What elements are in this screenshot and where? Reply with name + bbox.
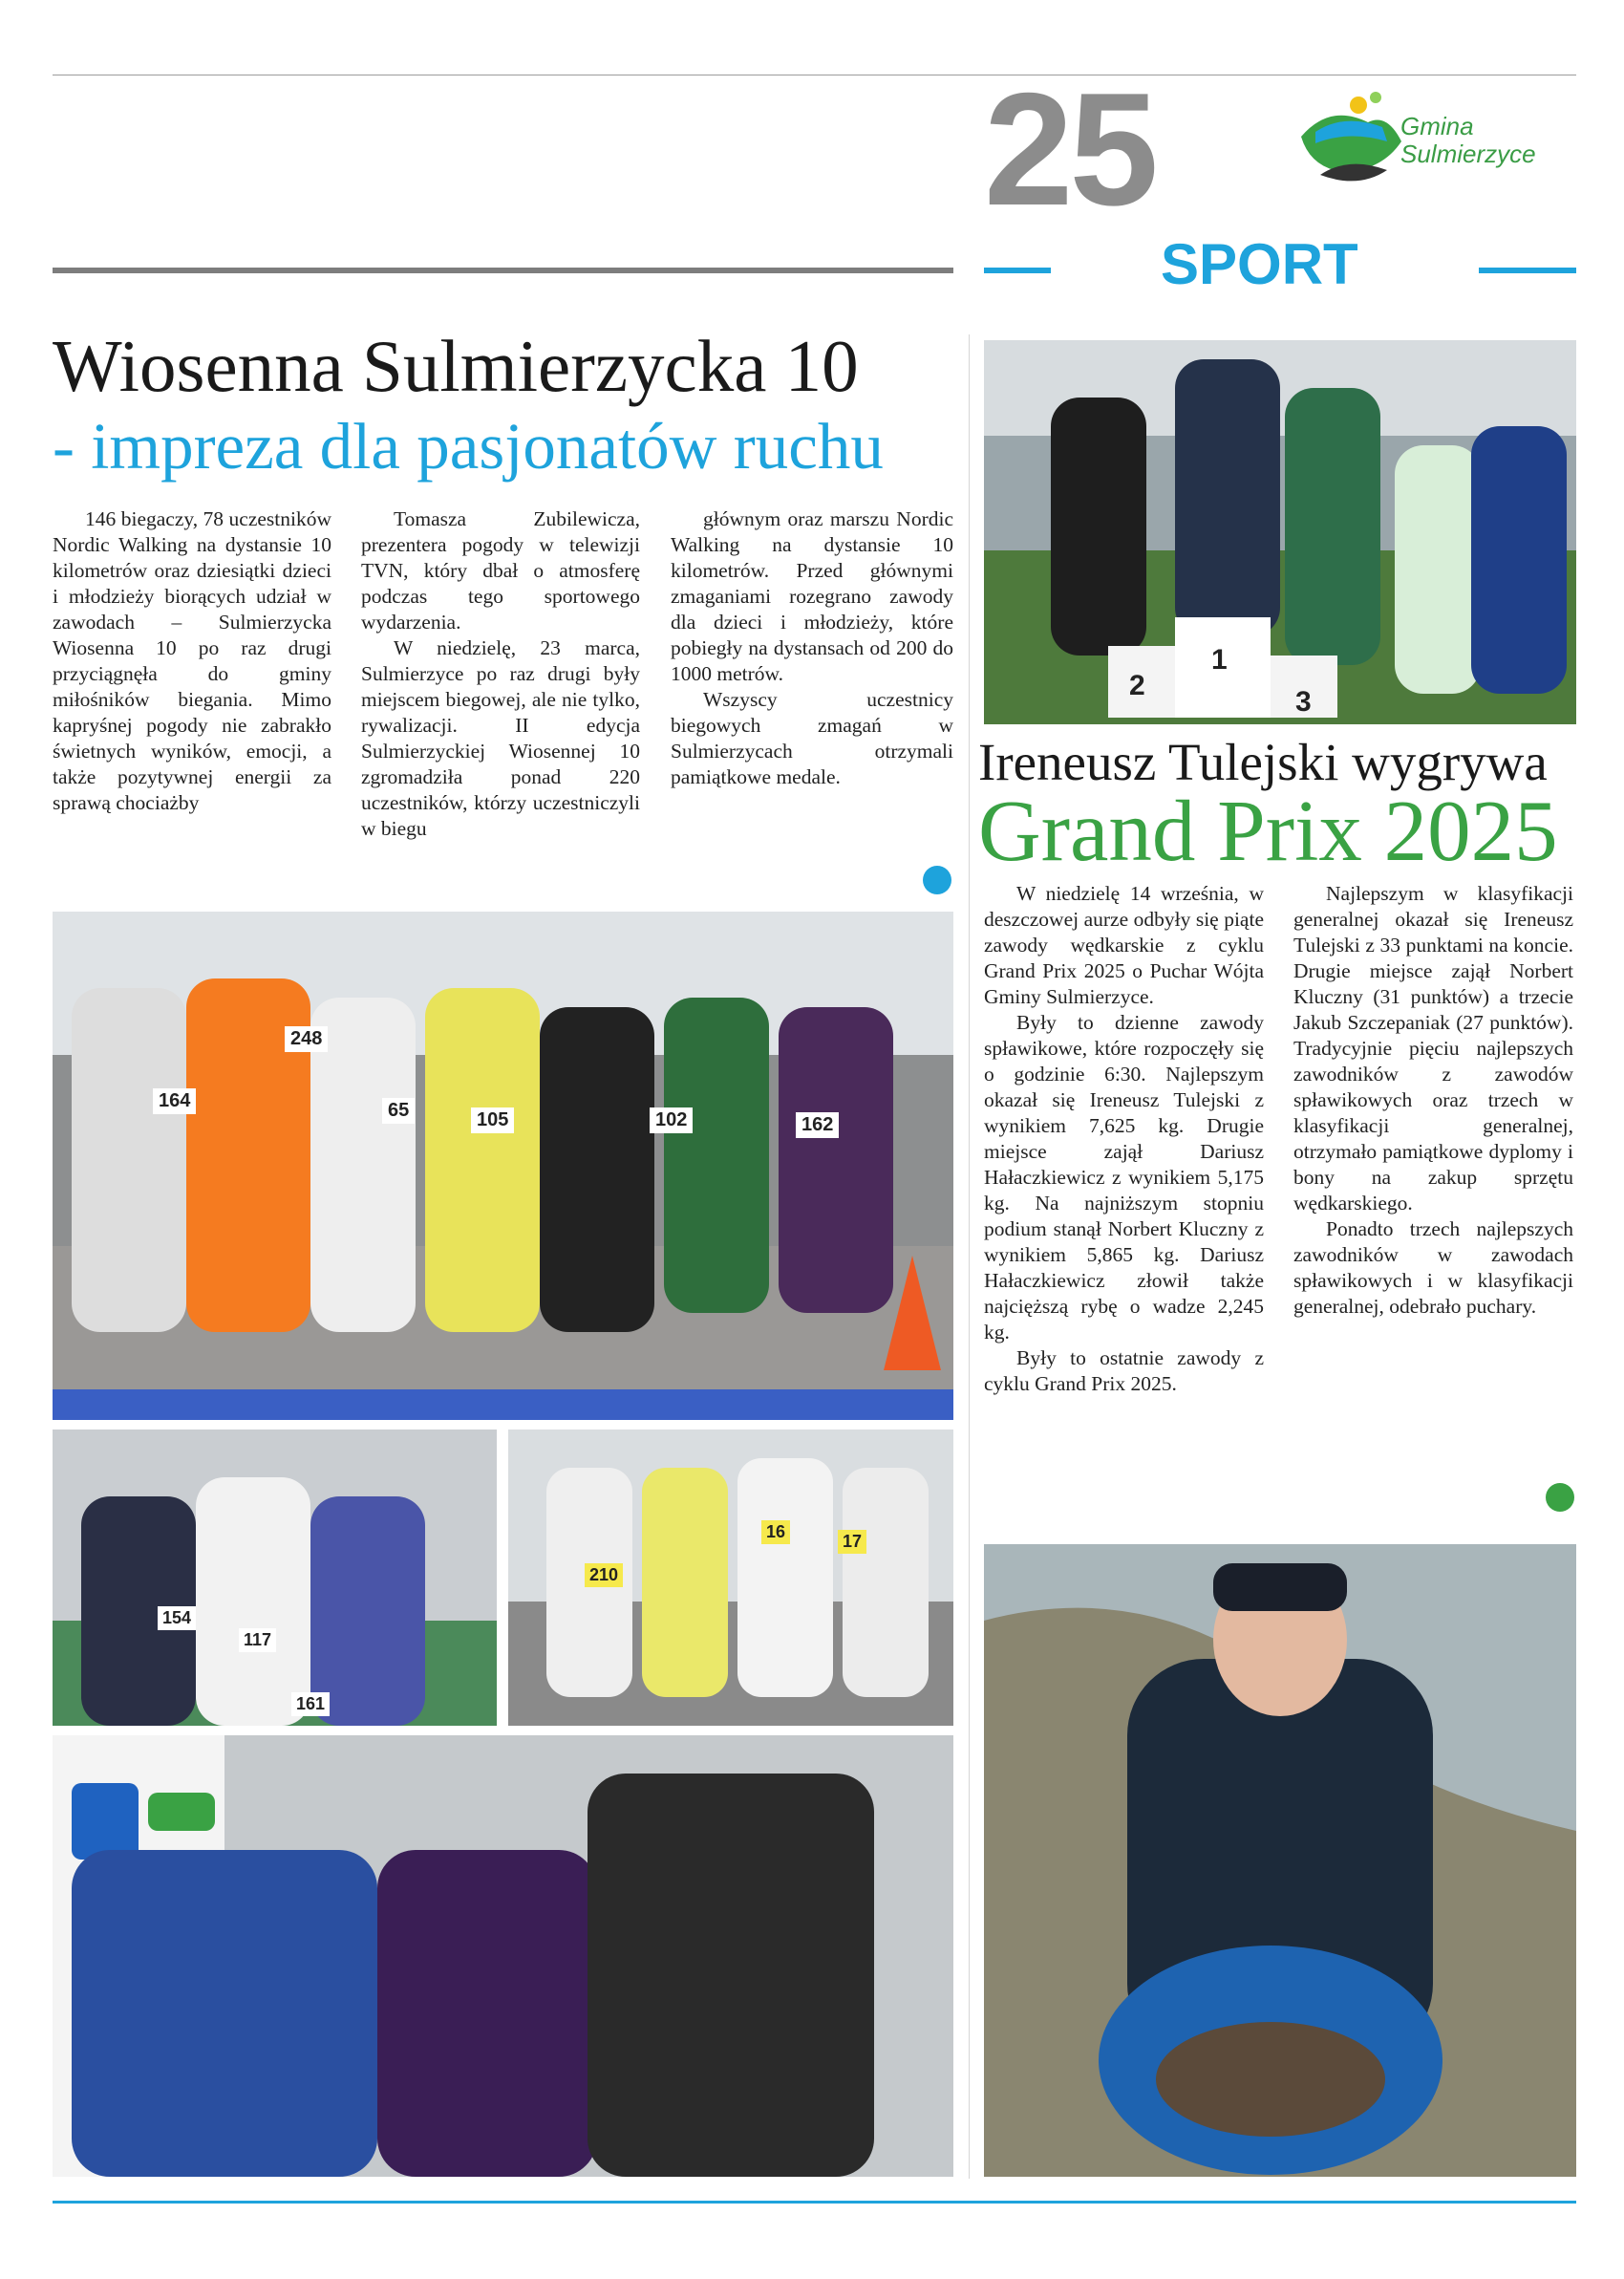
paragraph: Wszyscy uczestnicy biegowych zmagań w Sulmierzycach otrzymali pamiątkowe medale. (671, 688, 953, 788)
paragraph: W niedzielę, 23 marca, Sulmierzyce po raz drugi były miejscem biegowej, ale nie tylko, rywalizacji. II edycja Sulmierzyckiej Wiosennej 10 zgromadziła ponad 220 uczestników, którzy uczestniczyli w biegu (361, 636, 640, 840)
bib-number: 164 (153, 1088, 196, 1114)
article1-column-2 (361, 506, 640, 842)
nordic-walking-photo (508, 1430, 953, 1726)
paragraph: Były to ostatnie zawody z cyklu Grand Prix 2025. (984, 1346, 1264, 1395)
green-dot (1546, 1483, 1574, 1512)
podium-photo (984, 340, 1576, 724)
paragraph: Ponadto trzech najlepszych zawodników w zawodach spławikowych i w klasyfikacji generalnej, odebrało puchary. (1293, 1217, 1573, 1318)
bib-number: 161 (291, 1692, 330, 1716)
paragraph: Tomasza Zubilewicza, prezentera pogody w telewizji TVN, który dbał o atmosferę podczas tego sportowego wydarzenia. (361, 507, 640, 634)
officials-photo (53, 1735, 953, 2177)
page-number: 25 (984, 59, 1155, 239)
logo-text (1400, 113, 1536, 168)
section-title: SPORT (1161, 232, 1358, 296)
header-left-bar (53, 268, 953, 273)
article2-column-2 (1293, 881, 1573, 1320)
bottom-rule (53, 2201, 1576, 2204)
article1-column-1 (53, 506, 331, 816)
paragraph: głównym oraz marszu Nordic Walking na dystansie 10 kilometrów. Przed głównymi zmaganiami rozegrano zawody dla dzieci i młodzieży, które pobiegły na dystansach od 200 do 1000 metrów. (671, 507, 953, 685)
section-line-left (984, 268, 1051, 273)
article1-subtitle: - impreza dla pasjonatów ruchu (53, 410, 884, 483)
bib-number: 210 (585, 1563, 623, 1587)
angler-photo (984, 1544, 1576, 2177)
blue-dot (923, 866, 951, 894)
bib-number: 117 (239, 1628, 276, 1652)
article2-column-1 (984, 881, 1264, 1397)
bib-number: 102 (650, 1107, 693, 1133)
runners-group-photo (53, 1430, 497, 1726)
column-divider (969, 334, 970, 2179)
podium-place: 3 (1295, 686, 1312, 718)
bib-number: 105 (471, 1107, 514, 1133)
section-line-right (1479, 268, 1576, 273)
podium-place: 2 (1129, 670, 1145, 701)
logo-text-line1: Gmina (1400, 112, 1474, 140)
bib-number: 16 (761, 1520, 790, 1544)
bib-number: 248 (285, 1026, 328, 1052)
paragraph: W niedzielę 14 września, w deszczowej aurze odbyły się piąte zawody wędkarskie z cyklu Grand Prix 2025 o Puchar Wójta Gminy Sulmierzyce. (984, 882, 1264, 1008)
podium-place: 1 (1211, 644, 1228, 676)
logo-text-line2: Sulmierzyce (1400, 140, 1536, 168)
article1-title: Wiosenna Sulmierzycka 10 (53, 325, 859, 407)
runners-start-photo (53, 912, 953, 1420)
article1-column-3 (671, 506, 953, 790)
paragraph: Były to dzienne zawody spławikowe, które rozpoczęły się o godzinie 6:30. Najlepszym okazał się Ireneusz Tulejski z wynikiem 7,625 kg. Drugie miejsce zajął Dariusz Hałaczkiewicz z wynikiem 5,175 kg. Na najniższym stopniu podium stanął Norbert Kluczny z wynikiem 5,865 kg. Dariusz Hałaczkiewicz złowił także najcięższą rybę o wadze 2,245 kg. (984, 1011, 1264, 1344)
bib-number: 154 (158, 1606, 196, 1630)
article2-title: Ireneusz Tulejski wygrywa (978, 733, 1548, 791)
paragraph: Najlepszym w klasyfikacji generalnej okazał się Ireneusz Tulejski z 33 punktami na koncie. Drugie miejsce zajął Norbert Kluczny (31 punktów) a trzecie Jakub Szczepaniak (27 punktów). Tradycyjnie pięciu najlepszych zawodników z zawodów spławikowych oraz trzech w klasyfikacji generalnej, otrzymało pamiątkowe dyplomy i bony na zakup sprzętu wędkarskiego. (1293, 882, 1573, 1215)
bib-number: 162 (796, 1112, 839, 1138)
paragraph: 146 biegaczy, 78 uczestników Nordic Walking na dystansie 10 kilometrów oraz dziesiątki dzieci i młodzieży biorących udział w zawodach – Sulmierzycka Wiosenna 10 po raz drugi przyciągnęła do gminy miłośników biegania. Mimo kapryśnej pogody nie zabrakło świetnych wyników, emocji, a także pozytywnej energii za sprawą chociażby (53, 507, 331, 814)
bib-number: 17 (838, 1530, 866, 1554)
bib-number: 65 (382, 1098, 415, 1124)
article2-subtitle: Grand Prix 2025 (978, 783, 1558, 879)
